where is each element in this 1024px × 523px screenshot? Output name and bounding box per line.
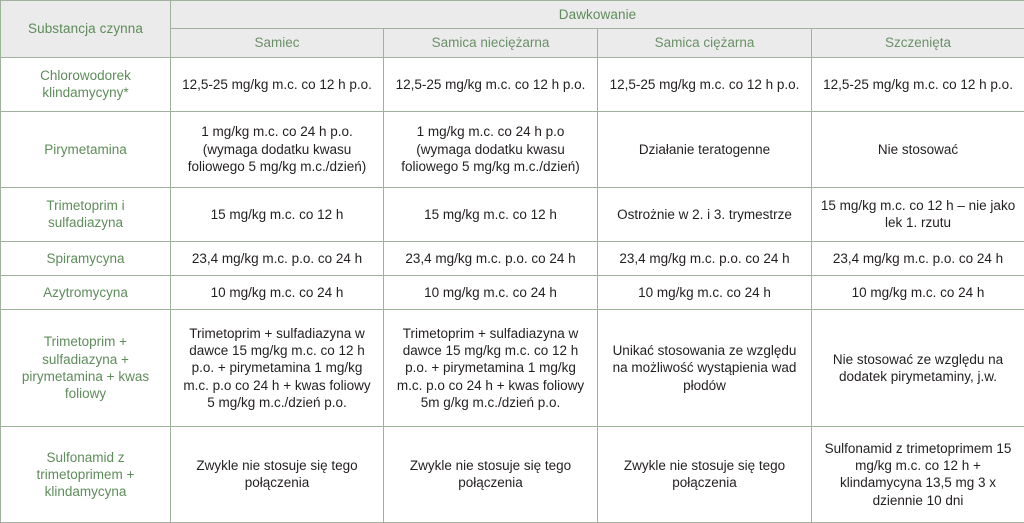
cell: 12,5-25 mg/kg m.c. co 12 h p.o. xyxy=(598,57,812,112)
cell: Trimetoprim + sulfadiazyna w dawce 15 mg/kg m.c. co 12 h p.o. + pirymetamina 1 mg/kg m.c. p.o co 24 h + kwas foliowy 5 mg/kg m.c./dzień p.o. xyxy=(171,310,384,427)
row-label-azytromycyna: Azytromycyna xyxy=(1,276,171,310)
header-substance: Substancja czynna xyxy=(1,1,171,58)
table-row xyxy=(1,187,1024,242)
cell: 10 mg/kg m.c. co 24 h xyxy=(171,276,384,310)
cell: 23,4 mg/kg m.c. p.o. co 24 h xyxy=(812,242,1024,276)
cell: 12,5-25 mg/kg m.c. co 12 h p.o. xyxy=(812,57,1024,112)
cell: 15 mg/kg m.c. co 12 h xyxy=(171,187,384,242)
cell: 23,4 mg/kg m.c. p.o. co 24 h xyxy=(598,242,812,276)
table-row xyxy=(1,426,1024,522)
cell: 15 mg/kg m.c. co 12 h xyxy=(384,187,598,242)
table-header xyxy=(1,1,1024,58)
cell: 1 mg/kg m.c. co 24 h p.o (wymaga dodatku kwasu foliowego 5 mg/kg m.c./dzień) xyxy=(384,112,598,187)
row-label-sulfonamid-z-trimetoprimem-klindamycyna: Sulfonamid z trimetoprimem + klindamycyna xyxy=(1,426,171,522)
cell: Trimetoprim + sulfadiazyna w dawce 15 mg/kg m.c. co 12 h p.o. + pirymetamina 1 mg/kg m.c. p.o co 24 h + kwas foliowy 5m g/kg m.c./dzień p.o. xyxy=(384,310,598,427)
cell: 12,5-25 mg/kg m.c. co 12 h p.o. xyxy=(384,57,598,112)
cell: 1 mg/kg m.c. co 24 h p.o. (wymaga dodatku kwasu foliowego 5 mg/kg m.c./dzień) xyxy=(171,112,384,187)
table-row xyxy=(1,276,1024,310)
cell: 15 mg/kg m.c. co 12 h – nie jako lek 1. rzutu xyxy=(812,187,1024,242)
cell: Nie stosować xyxy=(812,112,1024,187)
cell: 12,5-25 mg/kg m.c. co 12 h p.o. xyxy=(171,57,384,112)
cell: Zwykle nie stosuje się tego połączenia xyxy=(171,426,384,522)
table-row xyxy=(1,57,1024,112)
cell: 10 mg/kg m.c. co 24 h xyxy=(598,276,812,310)
row-label-trimetoprim-sulfadiazyna-pirymetamina-kwas-foliowy: Trimetoprim + sulfadiazyna + pirymetamina + kwas foliowy xyxy=(1,310,171,427)
table-row xyxy=(1,242,1024,276)
cell: 10 mg/kg m.c. co 24 h xyxy=(384,276,598,310)
header-col-samiec: Samiec xyxy=(171,29,384,57)
cell: Działanie teratogenne xyxy=(598,112,812,187)
cell: 23,4 mg/kg m.c. p.o. co 24 h xyxy=(384,242,598,276)
cell: Ostrożnie w 2. i 3. trymestrze xyxy=(598,187,812,242)
header-col-szczenieta: Szczenięta xyxy=(812,29,1024,57)
cell: Sulfonamid z trimetoprimem 15 mg/kg m.c. co 12 h + klindamycyna 13,5 mg 3 x dziennie 10 dni xyxy=(812,426,1024,522)
header-row-top xyxy=(1,1,1024,29)
header-col-samica-nieciezarna: Samica nieciężarna xyxy=(384,29,598,57)
cell: Zwykle nie stosuje się tego połączenia xyxy=(598,426,812,522)
cell: Zwykle nie stosuje się tego połączenia xyxy=(384,426,598,522)
table-body xyxy=(1,57,1024,522)
cell: 10 mg/kg m.c. co 24 h xyxy=(812,276,1024,310)
header-dosage: Dawkowanie xyxy=(171,1,1024,29)
cell: Unikać stosowania ze względu na możliwość wystąpienia wad płodów xyxy=(598,310,812,427)
row-label-pirymetamina: Pirymetamina xyxy=(1,112,171,187)
cell: 23,4 mg/kg m.c. p.o. co 24 h xyxy=(171,242,384,276)
row-label-chlorowodorek-klindamycyny: Chlorowodorek klindamycyny* xyxy=(1,57,171,112)
table-row xyxy=(1,112,1024,187)
header-col-samica-ciezarna: Samica ciężarna xyxy=(598,29,812,57)
cell: Nie stosować ze względu na dodatek pirymetaminy, j.w. xyxy=(812,310,1024,427)
row-label-trimetoprim-i-sulfadiazyna: Trimetoprim i sulfadiazyna xyxy=(1,187,171,242)
row-label-spiramycyna: Spiramycyna xyxy=(1,242,171,276)
table-row xyxy=(1,310,1024,427)
